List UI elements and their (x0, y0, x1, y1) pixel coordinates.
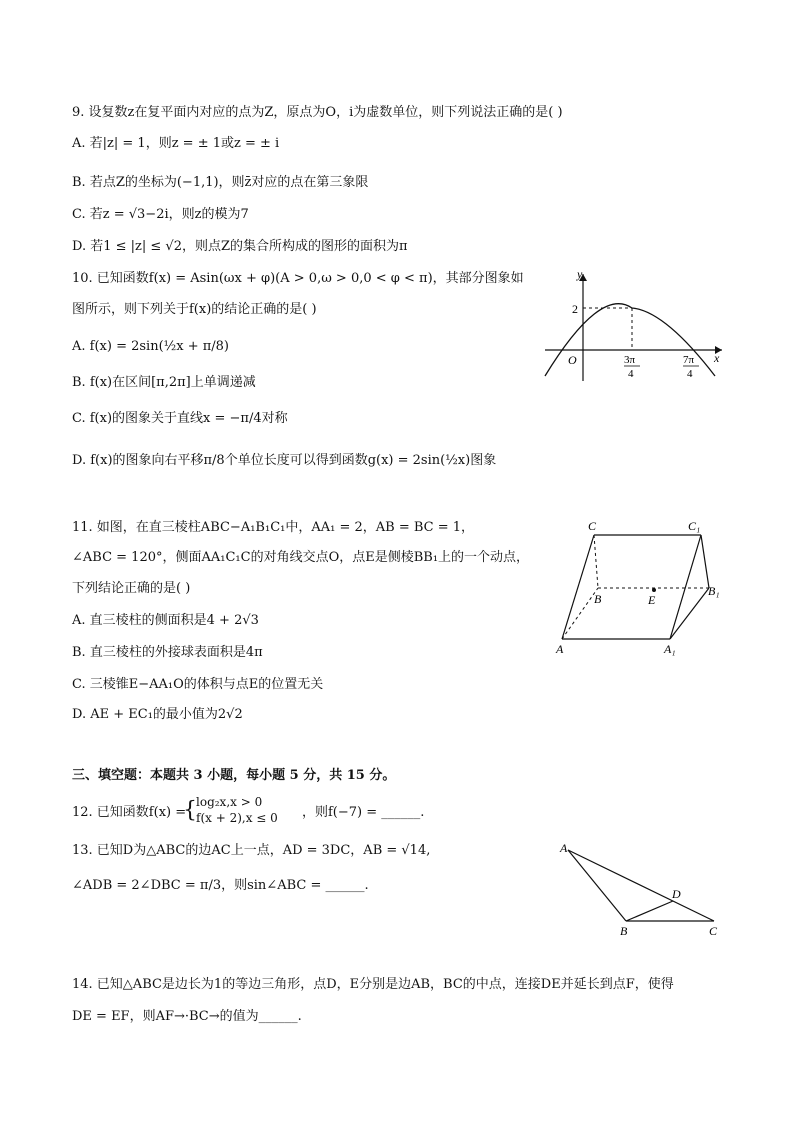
section-3-header: 三、填空题：本题共 3 小题，每小题 5 分，共 15 分。 (72, 768, 396, 783)
label-a: A (556, 642, 564, 656)
q10-option-d: D. f(x)的图象向右平移π/8个单位长度可以得到函数g(x) = 2sin(½x)图象 (72, 453, 497, 468)
q9-option-a: A. 若|z| = 1，则z = ± 1或z = ± i (72, 136, 280, 151)
q13-line2: ∠ADB = 2∠DBC = π/3，则sin∠ABC = ______. (72, 878, 369, 893)
tick2-denominator: 4 (687, 368, 693, 380)
label-c1: C₁ (688, 519, 701, 533)
peak-label: 2 (572, 302, 578, 316)
q11-prism-figure (550, 515, 730, 660)
q9-option-b: B. 若点Z的坐标为(−1,1)，则z̄对应的点在第三象限 (72, 175, 369, 190)
q10-option-a: A. f(x) = 2sin(½x + π/8) (72, 339, 229, 354)
origin-label: O (568, 353, 577, 367)
q13-line1: 13. 已知D为△ABC的边AC上一点，AD = 3DC，AB = √14, (72, 843, 431, 858)
q9-option-c: C. 若z = √3−2i，则z的模为7 (72, 207, 249, 222)
q9-stem: 9. 设复数z在复平面内对应的点为Z，原点为O，i为虚数单位，则下列说法正确的是( ) (72, 105, 563, 120)
label-a: A (560, 841, 568, 855)
q13-triangle-figure (552, 838, 732, 938)
q10-stem-line1: 10. 已知函数f(x) = Asin(ωx + φ)(A > 0,ω > 0,0 < φ < π)，其部分图象如 (72, 271, 524, 286)
label-b1: B₁ (708, 584, 720, 598)
q14-line1: 14. 已知△ABC是边长为1的等边三角形，点D，E分别是边AB，BC的中点，连接DE并延长到点F，使得 (72, 977, 674, 992)
q12-case2: f(x + 2),x ≤ 0 (196, 811, 278, 825)
q10-stem-line2: 图所示，则下列关于f(x)的结论正确的是( ) (72, 302, 317, 317)
q10-sine-graph (540, 266, 730, 386)
label-a1: A₁ (664, 642, 676, 656)
label-c: C (588, 519, 597, 533)
tick2-numerator: 7π (683, 354, 695, 366)
y-axis-label: y (577, 267, 583, 281)
x-axis-label: x (714, 351, 720, 365)
q12-prefix: 12. 已知函数f(x) = (72, 805, 187, 820)
label-c: C (709, 924, 718, 938)
label-e: E (648, 593, 656, 607)
q11-option-d: D. AE + EC₁的最小值为2√2 (72, 707, 243, 722)
q10-option-c: C. f(x)的图象关于直线x = −π/4对称 (72, 411, 288, 426)
q12-brace: { (183, 798, 197, 823)
q11-stem-line2: ∠ABC = 120°，侧面AA₁C₁C的对角线交点O，点E是侧棱BB₁上的一个动点， (72, 550, 530, 565)
q11-option-a: A. 直三棱柱的侧面积是4 + 2√3 (72, 613, 259, 628)
label-d: D (672, 887, 681, 901)
tick1-numerator: 3π (624, 354, 636, 366)
q9-option-d: D. 若1 ≤ |z| ≤ √2，则点Z的集合所构成的图形的面积为π (72, 239, 408, 254)
label-b: B (620, 924, 628, 938)
q14-line2: DE = EF，则AF→·BC→的值为______. (72, 1009, 302, 1024)
q11-stem-line1: 11. 如图，在直三棱柱ABC−A₁B₁C₁中，AA₁ = 2，AB = BC = 1， (72, 520, 475, 535)
q12-case1: log₂x,x > 0 (196, 795, 263, 809)
q10-option-b: B. f(x)在区间[π,2π]上单调递减 (72, 375, 256, 390)
q12-suffix: ，则f(−7) = ______. (302, 805, 425, 820)
q11-option-b: B. 直三棱柱的外接球表面积是4π (72, 645, 263, 660)
q11-stem-line3: 下列结论正确的是( ) (72, 581, 191, 596)
tick1-denominator: 4 (628, 368, 634, 380)
label-b: B (594, 592, 602, 606)
point-e-marker (652, 588, 656, 592)
q11-option-c: C. 三棱锥E−AA₁O的体积与点E的位置无关 (72, 677, 324, 692)
